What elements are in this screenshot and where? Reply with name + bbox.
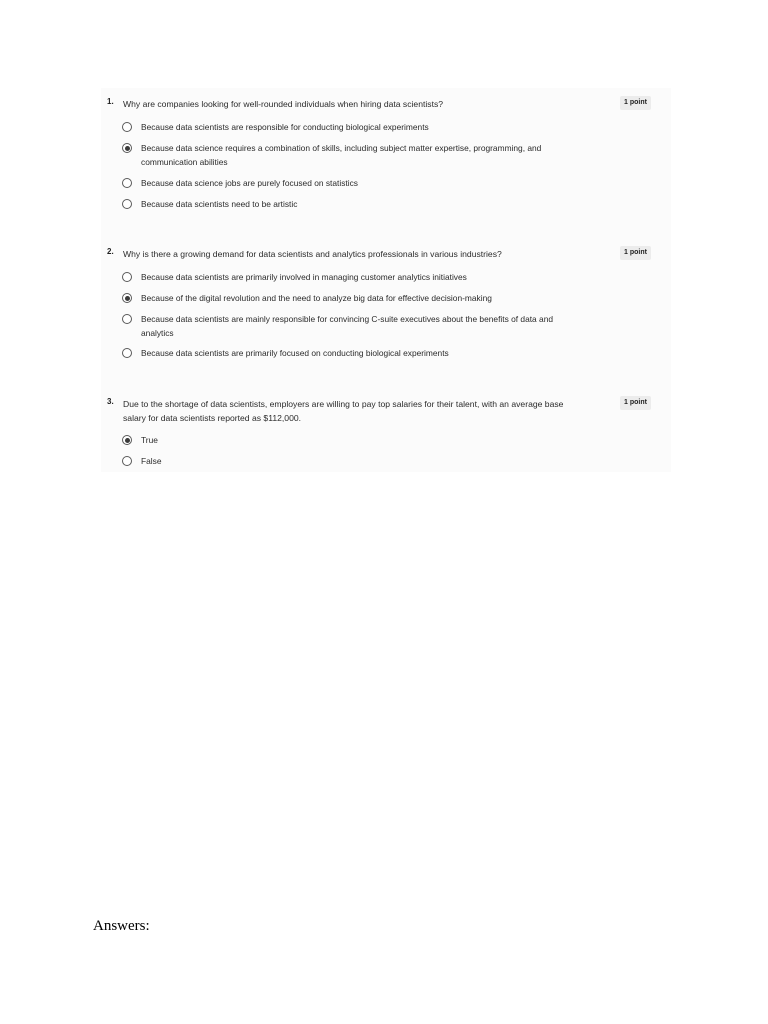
points-badge: 1 point — [620, 396, 651, 410]
radio-button[interactable] — [122, 348, 132, 358]
option-label: True — [141, 435, 158, 445]
answers-heading: Answers: — [93, 918, 150, 934]
points-badge: 1 point — [620, 246, 651, 260]
option-label: Because data scientists need to be artistic — [141, 199, 298, 209]
points-badge: 1 point — [620, 96, 651, 110]
quiz-screenshot — [101, 88, 671, 472]
radio-button[interactable] — [122, 178, 132, 188]
question-number: 1. — [107, 97, 114, 106]
radio-button[interactable] — [122, 122, 132, 132]
radio-button[interactable] — [122, 199, 132, 209]
radio-button[interactable] — [122, 456, 132, 466]
option-label: Because data science requires a combination of skills, including subject matter expertise, programming, and communication abilities — [141, 143, 542, 167]
option-label: Because data scientists are responsible for conducting biological experiments — [141, 122, 429, 132]
option-label: Because data science jobs are purely focused on statistics — [141, 178, 358, 188]
option-label: Because data scientists are primarily focused on conducting biological experiments — [141, 348, 449, 358]
question-number: 2. — [107, 247, 114, 256]
question-text: Why is there a growing demand for data scientists and analytics professionals in various industries? — [123, 249, 502, 259]
radio-button-selected[interactable] — [122, 435, 132, 445]
option-label: Because data scientists are mainly responsible for convincing C-suite executives about the benefits of data and analytics — [141, 314, 554, 338]
option-label: Because data scientists are primarily involved in managing customer analytics initiatives — [141, 272, 467, 282]
question-text: Why are companies looking for well-rounded individuals when hiring data scientists? — [123, 99, 444, 109]
radio-button-selected[interactable] — [122, 143, 132, 153]
option-label: Because of the digital revolution and the need to analyze big data for effective decision-making — [141, 293, 492, 303]
radio-button-selected[interactable] — [122, 293, 132, 303]
radio-button[interactable] — [122, 314, 132, 324]
question-text: Due to the shortage of data scientists, employers are willing to pay top salaries for their talent, with an average base salary for data scientists reported as $112,000. — [123, 399, 564, 423]
question-number: 3. — [107, 397, 114, 406]
radio-button[interactable] — [122, 272, 132, 282]
option-label: False — [141, 456, 162, 466]
